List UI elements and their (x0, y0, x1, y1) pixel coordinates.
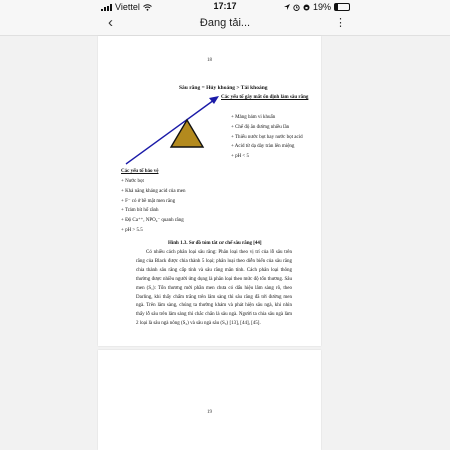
battery-icon (334, 3, 350, 11)
nav-bar (0, 13, 450, 36)
list-item: + pH < 5 (231, 154, 250, 160)
list-item: + F⁻ có ở bề mặt men răng (121, 198, 176, 204)
next-document-page (98, 350, 321, 450)
list-item: + Thiếu nước bọt hay nước bọt acid (231, 134, 303, 140)
status-right-group (284, 2, 350, 12)
page-title: Đang tải... (199, 17, 251, 29)
document-page (98, 36, 321, 346)
alarm-icon (293, 4, 300, 11)
battery-percent: 19% (312, 2, 331, 12)
list-item: + Độ Ca⁺⁺, NPO₄⁻ quanh răng (121, 218, 184, 224)
body-paragraph: Có nhiều cách phân loại sâu răng: Phân loại theo vị trí của lỗ sâu trên răng của Black được chia thành 5 loại; phân loại theo diễn biến của sâu răng chia thành sâu răng cấp tính và sâu răng mãn tính. Cách phân loại thông thường được nhiều người ứng dụng là phân loại theo mức độ tổn thương. Sâu men (S₁): Tổn thương mới phần men chưa có dấu hiệu lâm sàng rõ, theo Darling, khi thấy chấm trắng trên lâm sàng thì sâu răng đã tới đường men ngà. Trên lâm sàng, chúng ta thường khám và phát hiện sâu ngà, khi nhìn thấy lỗ sâu trên lâm sàng thì chắc chắn là sâu ngà. Người ta chia sâu ngà làm 2 loại là sâu ngà nông (S₂) và sâu ngà sâu (S₃) [13], [44], [45]. (136, 250, 292, 327)
balance-arrow (126, 100, 214, 164)
status-bar (0, 0, 450, 13)
list-item: + Khả năng kháng acid của men (121, 188, 186, 194)
list-item: + Trám bít hố rãnh (121, 208, 159, 214)
back-chevron-icon[interactable]: ‹ (108, 14, 113, 31)
location-icon (284, 4, 290, 10)
harmful-factors-list (231, 113, 303, 162)
list-item: + pH > 5.5 (121, 227, 143, 233)
triangle-fulcrum (171, 120, 203, 147)
list-item: + Nước bọt (121, 179, 144, 184)
more-menu-icon[interactable]: ⋮ (335, 17, 346, 29)
harmful-factors-heading: Các yếu tố gây mất ổn định làm sâu răng (221, 95, 309, 100)
list-item: + Chế độ ăn đường nhiều lần (231, 124, 290, 130)
figure-caption: Hình 1.3. Sơ đồ tóm tắt cơ chế sâu răng [44] (168, 241, 262, 246)
page-number-bottom: 19 (207, 410, 212, 415)
list-item: + Mảng bám vi khuẩn (231, 115, 276, 120)
protective-factors-heading: Các yếu tố bảo vệ (121, 169, 159, 174)
carrier-label: Viettel (115, 2, 140, 12)
clock: 17:17 (213, 1, 237, 11)
page-number-top: 18 (207, 58, 212, 63)
rotation-lock-icon (303, 4, 310, 11)
diagram-title: Sâu răng = Hủy khoáng > Tái khoáng (179, 85, 268, 91)
protective-factors-list (121, 177, 185, 236)
list-item: + Acid từ dạ dày tràn lên miệng (231, 144, 295, 150)
